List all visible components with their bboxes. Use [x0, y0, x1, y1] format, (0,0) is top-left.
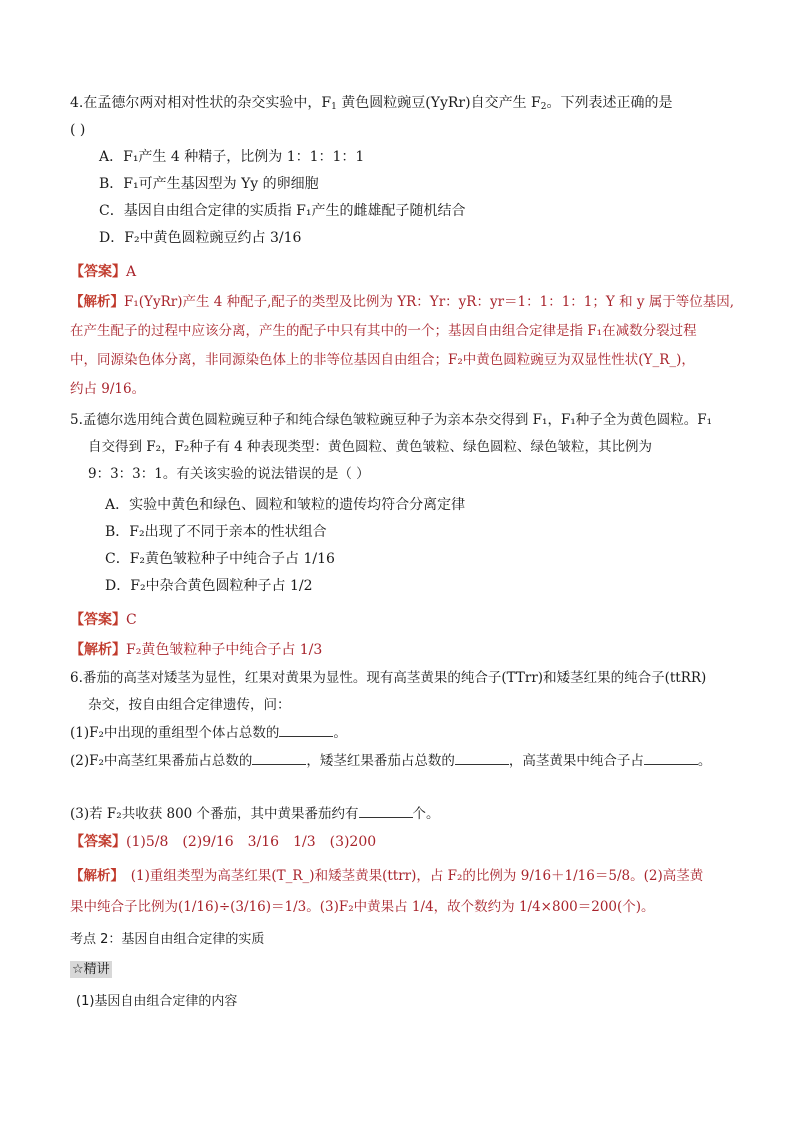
q6-sub-2: (2)F₂中高茎红果番茄占总数的 ，矮茎红果番茄占总数的 ，高茎黄果中纯合子占 。: [70, 750, 711, 771]
q4-analysis-line-2: 在产生配子的过程中应该分离，产生的配子中只有其中的一个；基因自由组合定律是指 F₁在减数分裂过程: [70, 323, 697, 339]
section-title: 考点 2：基因自由组合定律的实质: [70, 932, 265, 947]
q6-analysis-line-2: 果中纯合子比例为(1/16)÷(3/16)＝1/3。(3)F₂中黄果占 1/4，故个数约为 1/4×800＝200(个)。: [70, 899, 655, 915]
q4-answer: [70, 262, 136, 282]
q6-stem-line-1: 6.番茄的高茎对矮茎为显性，红果对黄果为显性。现有高茎黄果的纯合子(TTrr)和矮茎红果的纯合子(ttRR): [70, 670, 707, 686]
q4-option-c: C．基因自由组合定律的实质指 F₁产生的雌雄配子随机结合: [99, 203, 466, 219]
q4-analysis-line-3: 中，同源染色体分离，非同源染色体上的非等位基因自由组合；F₂中黄色圆粒豌豆为双显性性状(Y_R_)，: [70, 352, 695, 368]
q4-stem: 4.在孟德尔两对相对性状的杂交实验中，$F_1$ 黄色圆粒豌豆(YyRr)自交产生 $F_2$。下列表述正确的是: [70, 95, 673, 112]
q5-stem-line-1: 5.孟德尔选用纯合黄色圆粒豌豆种子和纯合绿色皱粒豌豆种子为亲本杂交得到 F₁，F₁种子全为黄色圆粒。F₁: [70, 412, 713, 428]
q6-analysis-line-1: 【解析】 (1)重组类型为高茎红果(T_R_)和矮茎黄果(ttrr)，占 F₂的比例为 9/16＋1/16＝5/8。(2)高茎黄: [70, 868, 704, 884]
answer-tag: 【答案】: [70, 834, 126, 850]
q6-sub-3: (3)若 F₂共收获 800 个番茄，其中黄果番茄约有 个。: [70, 803, 440, 824]
q5-analysis: 【解析】F₂黄色皱粒种子中纯合子占 1/3: [70, 642, 323, 658]
q4-paren: ( ): [70, 122, 86, 138]
q6-answer: [70, 832, 376, 852]
answer-tag: 【答案】: [70, 264, 126, 280]
answer-value: C: [126, 612, 137, 628]
answer-blank[interactable]: [279, 722, 333, 737]
q4-analysis-line-4: 约占 9/16。: [70, 381, 146, 397]
q4-option-d: D．F₂中黄色圆粒豌豆约占 3/16: [99, 230, 302, 246]
analysis-tag: 【解析】: [70, 868, 118, 884]
analysis-tag: 【解析】: [70, 642, 126, 658]
answer-blank[interactable]: [252, 750, 306, 765]
q5-option-b: B．F₂出现了不同于亲本的性状组合: [105, 524, 327, 540]
q5-option-c: C．F₂黄色皱粒种子中纯合子占 1/16: [105, 551, 335, 567]
q5-option-a: A．实验中黄色和绿色、圆粒和皱粒的遗传均符合分离定律: [105, 497, 466, 513]
section-subtitle: (1)基因自由组合定律的内容: [76, 994, 238, 1009]
q5-stem-line-2: 自交得到 F₂，F₂种子有 4 种表现类型：黄色圆粒、黄色皱粒、绿色圆粒、绿色皱粒，其比例为: [88, 439, 653, 455]
answer-value: (1)5/8 (2)9/16 3/16 1/3 (3)200: [126, 834, 377, 850]
q4-analysis-line-1: 【解析】F₁(YyRr)产生 4 种配子,配子的类型及比例为 YR：Yr：yR：yr＝1：1：1：1；Y 和 y 属于等位基因,: [70, 294, 735, 310]
q4-option-b: B．F₁可产生基因型为 Yy 的卵细胞: [99, 176, 319, 192]
q6-stem-line-2: 杂交，按自由组合定律遗传，问：: [88, 697, 291, 713]
q5-option-d: D．F₂中杂合黄色圆粒种子占 1/2: [105, 578, 313, 594]
q6-sub-1: (1)F₂中出现的重组型个体占总数的 。: [70, 722, 347, 743]
answer-value: A: [126, 264, 137, 280]
section-badge: ☆精讲: [72, 962, 110, 977]
q5-answer: [70, 610, 137, 630]
answer-tag: 【答案】: [70, 612, 126, 628]
answer-blank[interactable]: [455, 750, 509, 765]
q4-option-a: A．F₁产生 4 种精子，比例为 1：1：1：1: [99, 149, 365, 165]
answer-blank[interactable]: [359, 803, 413, 818]
q5-stem-line-3: 9：3：3：1。有关该实验的说法错误的是（ ）: [88, 466, 370, 482]
analysis-tag: 【解析】: [70, 294, 124, 310]
answer-blank[interactable]: [644, 750, 698, 765]
